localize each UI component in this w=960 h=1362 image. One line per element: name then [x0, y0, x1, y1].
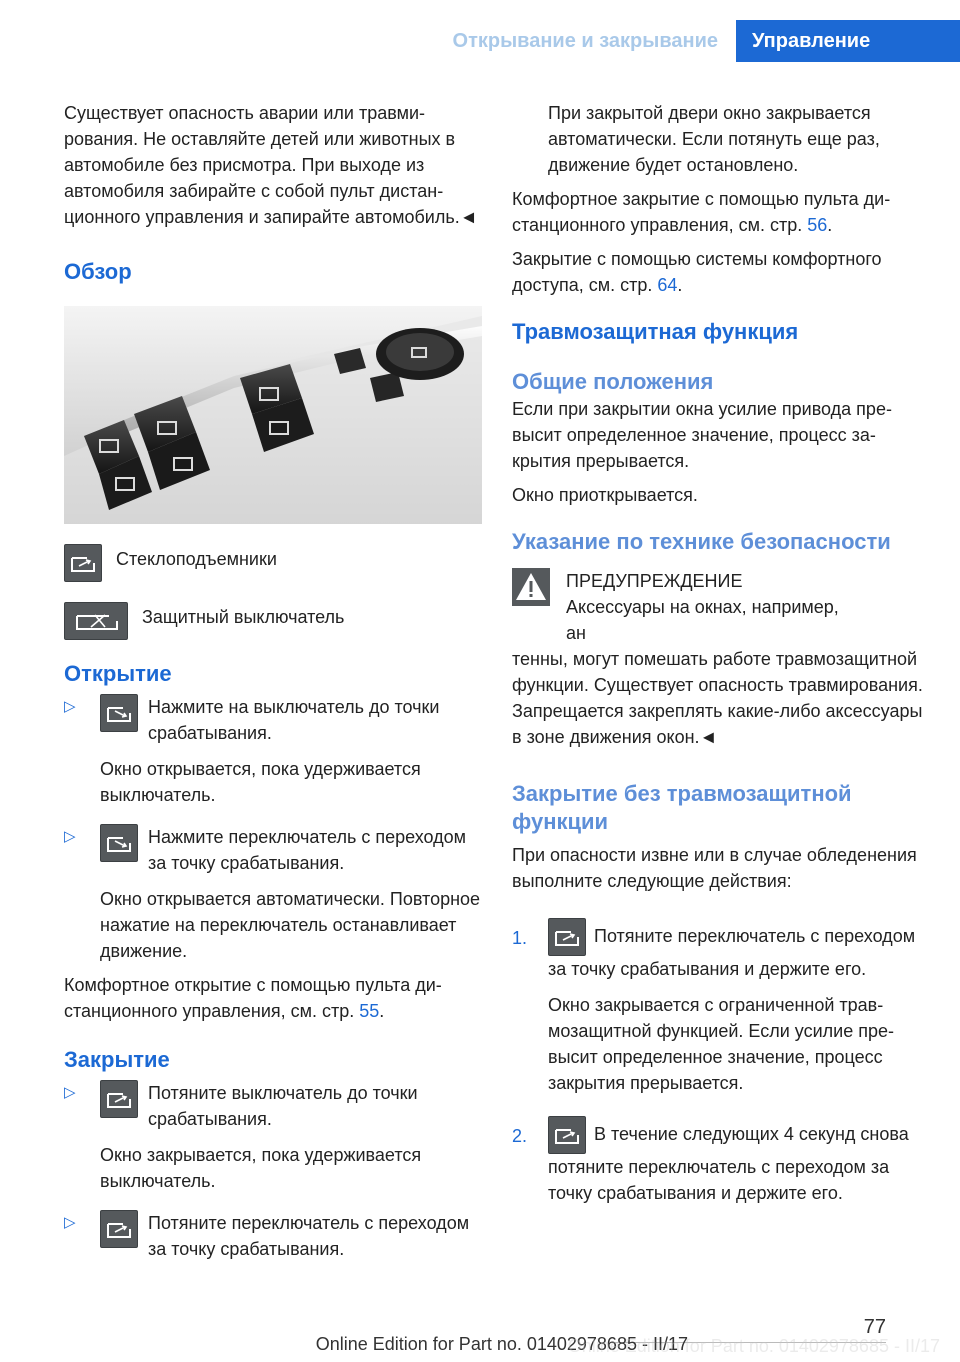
step-1-text-content: Потяните переключатель с переходом за точку срабатывания и держите его.: [548, 925, 916, 979]
comfort-access-text: Закрытие с помощью системы комфортного доступа, см. стр. 64.: [512, 249, 882, 295]
legend-safety-switch: [64, 602, 482, 640]
closing-item-1-result: Окно закрывается, пока удерживается выключатель.: [100, 1145, 422, 1191]
opening-item-1: [64, 694, 482, 746]
general-heading: Общие положения: [512, 369, 714, 394]
window-lifter-icon: [100, 1080, 138, 1118]
window-lifter-icon: [548, 918, 586, 956]
header-section-title: Открывание и закрывание: [452, 30, 718, 52]
step-1-text: [548, 918, 928, 982]
no-pinch-heading: Закрытие без травмозащитной функции: [512, 781, 852, 834]
general-text: Если при закрытии окна усилие привода превысит определенное значение, процесс закрытия прерывается.: [512, 399, 892, 471]
legend-window-lifters: [64, 544, 482, 582]
warning-triangle-icon: [512, 568, 550, 606]
closing-item-1-text: Потяните выключатель до точки срабатывания.: [148, 1083, 418, 1129]
header-chapter-title: Управление: [752, 30, 871, 52]
window-lifter-icon: [100, 694, 138, 732]
closing-continued-text: При закрытой двери окно закрывается автоматически. Если потянуть еще раз, движение будет остановлено.: [548, 103, 880, 175]
warning-block: [512, 568, 928, 646]
warning-text-first: Аксессуары на окнах, например, ан: [566, 597, 839, 643]
general-text-2: Окно приоткрывается.: [512, 485, 698, 505]
bullet-marker: ▷: [64, 698, 76, 715]
warning-text-rest: тенны, могут помешать работе травмозащитной функции. Существует опасность травмирования. Запрещается закреплять какие-либо аксессуары в зоне движения окон.◄: [512, 649, 923, 747]
step-number: 2.: [512, 1126, 528, 1146]
legend-window-lifters-label: Стеклоподъемники: [116, 549, 277, 569]
bullet-marker: ▷: [64, 1084, 76, 1101]
warning-title: ПРЕДУПРЕЖДЕНИЕ: [566, 571, 743, 591]
footer-edition: Online Edition for Part no. 01402978685 - II/17: [315, 1334, 688, 1354]
overview-heading: Обзор: [64, 259, 132, 284]
safety-heading: Указание по технике безопасности: [512, 529, 891, 554]
footer-watermark: Online Edition for Part no. 01402978685 - II/17: [567, 1336, 940, 1356]
comfort-open-prefix: Комфортное открытие с помощью пульта дистанционного управления, см. стр.: [64, 975, 442, 1021]
step-2: [512, 1116, 928, 1206]
bullet-marker: ▷: [64, 1214, 76, 1231]
comfort-open-page-link[interactable]: 55: [359, 1001, 380, 1021]
comfort-close-text: Комфортное закрытие с помощью пульта дистанционного управления, см. стр. 56.: [512, 189, 891, 235]
header-section-bar: [0, 20, 736, 62]
no-pinch-intro: При опасности извне или в случае обледенения выполните следующие действия:: [512, 845, 917, 891]
opening-item-2: [64, 824, 482, 876]
step-number: 1.: [512, 928, 528, 948]
legend-safety-switch-label: Защитный выключатель: [142, 607, 345, 627]
left-column: [64, 100, 482, 1262]
comfort-close-prefix: Комфортное закрытие с помощью пульта дистанционного управления, см. стр.: [512, 189, 891, 235]
comfort-access-prefix: Закрытие с помощью системы комфортного доступа, см. стр.: [512, 249, 882, 295]
closing-item-1: [64, 1080, 482, 1132]
bullet-marker: ▷: [64, 828, 76, 845]
right-column: [512, 100, 928, 1206]
step-2-text: [548, 1116, 928, 1206]
window-lifter-icon: [64, 544, 102, 582]
window-lifter-icon: [100, 1210, 138, 1248]
window-lifter-icon: [100, 824, 138, 862]
closing-heading: Закрытие: [64, 1047, 170, 1072]
opening-item-2-text: Нажмите переключатель с переходом за точку срабатывания.: [148, 827, 467, 873]
pinch-protection-heading: Травмозащитная функция: [512, 319, 799, 344]
intro-warning-text: Существует опасность аварии или травмирования. Не оставляйте детей или животных в автомобиле без присмотра. При выходе из автомобиля забирайте с собой пульт дистанционного управления и запирайте автомобиль.◄: [64, 103, 478, 227]
step-2-text-content: В течение следующих 4 секунд снова потяните переключатель с переходом за точку срабатывания и держите его.: [548, 1123, 909, 1203]
step-1: [512, 918, 928, 1096]
comfort-open-text: Комфортное открытие с помощью пульта дистанционного управления, см. стр. 55.: [64, 975, 442, 1021]
window-switch-photo: [64, 306, 482, 524]
step-1-result: Окно закрывается с ограниченной травмозащитной функцией. Если усилие превысит определенное значение, процесс закрытия прерывается.: [548, 995, 894, 1093]
comfort-access-page-link[interactable]: 64: [657, 275, 678, 295]
closing-item-2: [64, 1210, 482, 1262]
comfort-close-page-link[interactable]: 56: [807, 215, 828, 235]
window-switch-panel-image: [64, 306, 482, 524]
opening-heading: Открытие: [64, 661, 172, 686]
closing-item-2-text: Потяните переключатель с переходом за точку срабатывания.: [148, 1213, 470, 1259]
page-number: 77: [863, 1316, 886, 1338]
opening-item-1-text: Нажмите на выключатель до точки срабатывания.: [148, 697, 440, 743]
header-chapter-tab[interactable]: [736, 20, 960, 62]
opening-item-2-result: Окно открывается автоматически. Повторное нажатие на переключатель останавливает движение.: [100, 889, 481, 961]
window-lifter-icon: [548, 1116, 586, 1154]
safety-switch-icon: [64, 602, 128, 640]
opening-item-1-result: Окно открывается, пока удерживается выключатель.: [100, 759, 421, 805]
